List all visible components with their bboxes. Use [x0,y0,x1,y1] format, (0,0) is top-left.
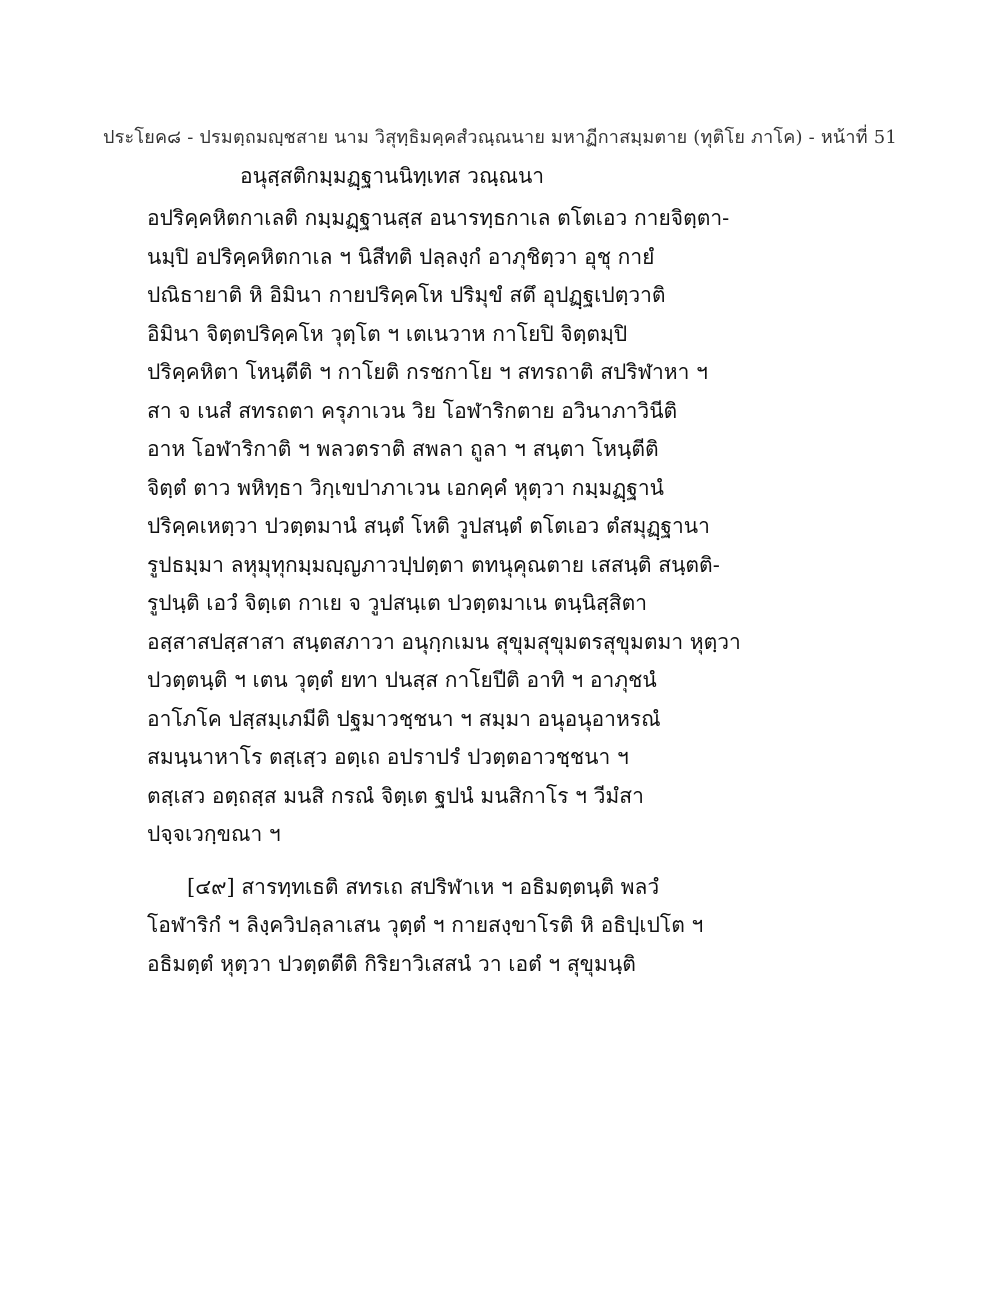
running-header: ประโยค๘ - ปรมตฺถมญฺชสาย นาม วิสุทฺธิมคฺคสํวณฺณนาย มหาฏีกาสมฺมตาย (ทุติโย ภาโค) - หน้าที่ 51 [102,127,898,148]
text-line: อสฺสาสปสฺสาสา สนฺตสภาวา อนุกฺกเมน สุขุมสุขุมตรสุขุมตมา หุตฺวา [147,629,741,654]
text-line: อธิมตฺตํ หุตฺวา ปวตฺตตีติ กิริยาวิเสสนํ วา เอตํ ฯ สุขุมนฺติ [147,951,636,976]
text-line: สมนฺนาหาโร ตสฺเสฺว อตฺเถ อปราปรํ ปวตฺตอาวชฺชนา ฯ [147,745,629,769]
text-line: อิมินา จิตฺตปริคฺคโห วุตฺโต ฯ เตเนวาห กาโยปิ จิตฺตมฺปิ [147,321,628,346]
text-line: จิตฺตํ ตาว พหิทฺธา วิกฺเขปาภาเวน เอกคฺคํ หุตฺวา กมฺมฏฺฐานํ [147,475,665,500]
text-line: สา จ เนสํ สทรถตา ครุภาเวน วิย โอฬาริกตาย อวินาภาวินีติ [147,398,678,423]
text-line: ปณิธายาติ หิ อิมินา กายปริคฺคโห ปริมุขํ สตึ อุปฏฺฐเปตฺวาติ [147,283,666,307]
text-line: ปวตฺตนฺติ ฯ เตน วุตฺตํ ยทา ปนสฺส กาโยปีติ อาทิ ฯ อาภุชนํ [147,668,657,692]
text-line: ปริคฺคหิตา โหนฺตีติ ฯ กาโยติ กรชกาโย ฯ สทรถาติ สปริฬาหา ฯ [147,360,708,384]
text-line: อาโภโค ปสฺสมฺเภมีติ ปฐมาวชฺชนา ฯ สมฺมา อนุอนุอาหรณํ [147,706,661,731]
body-text [147,199,847,983]
text-line: [๔๙] สารทฺทเธติ สทรเถ สปริฬาเห ฯ อธิมตฺตนฺติ พลวํ [187,874,660,899]
text-line: ปริคฺคเหตฺวา ปวตฺตมานํ สนฺตํ โหติ วูปสนฺตํ ตโตเอว ตํสมุฏฺฐานา [147,514,710,538]
text-line: โอฬาริกํ ฯ ลิงฺควิปลฺลาเสน วุตฺตํ ฯ กายสงฺขาโรติ หิ อธิปฺเปโต ฯ [147,913,704,937]
section-title: อนุสฺสติกมฺมฏฺฐานนิทฺเทส วณฺณนา [240,164,545,188]
paragraph-gap [147,854,847,868]
text-line: อาห โอฬาริกาติ ฯ พลวตราติ สพลา ถูลา ฯ สนฺตา โหนฺตีติ [147,437,659,461]
text-line: ปจฺจเวกฺขณา ฯ [147,822,281,846]
text-line: รูปนฺติ เอวํ จิตฺเต กาเย จ วูปสนฺเต ปวตฺตมาเน ตนฺนิสฺสิตา [147,591,648,615]
text-line: อปริคฺคหิตกาเลติ กมฺมฏฺฐานสฺส อนารทฺธกาเล ตโตเอว กายจิตฺตา- [147,206,730,230]
text-line: นมฺปิ อปริคฺคหิตกาเล ฯ นิสีทติ ปลฺลงฺกํ อาภุชิตฺวา อุชุ กายํ [147,244,655,269]
text-line: รูปธมฺมา ลหุมุทุกมฺมญฺญภาวปฺปตฺตา ตทนุคุณตาย เสสนฺติ สนฺตติ- [147,552,720,577]
text-line: ตสฺเสว อตฺถสฺส มนสิ กรณํ จิตฺเต ฐปนํ มนสิกาโร ฯ วีมํสา [147,783,644,808]
